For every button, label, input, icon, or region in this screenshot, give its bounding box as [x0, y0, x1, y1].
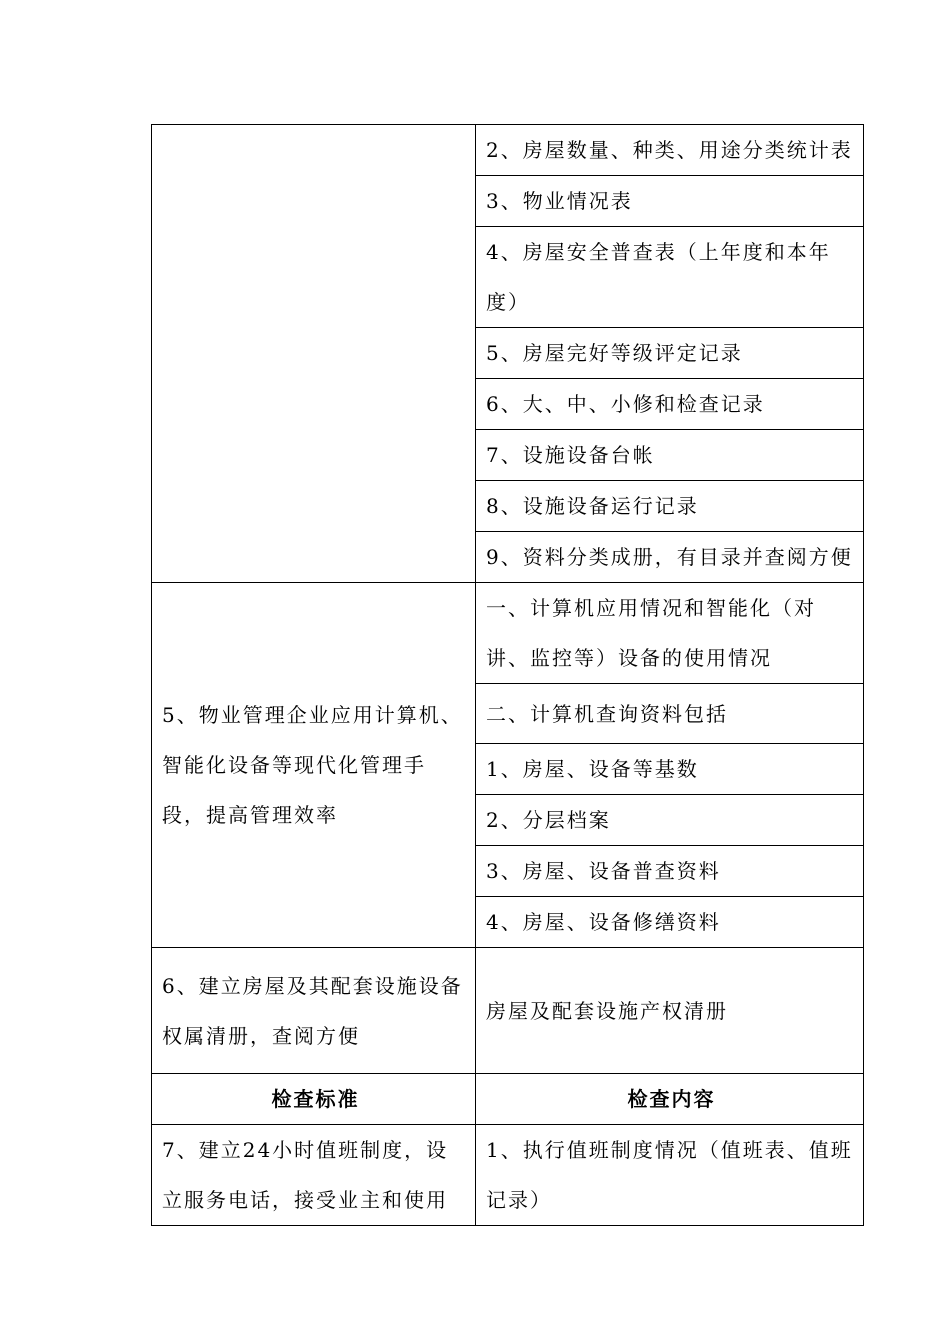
- content-cell: 4、房屋、设备修缮资料: [476, 897, 864, 948]
- content-cell: 4、房屋安全普查表（上年度和本年度）: [476, 227, 864, 328]
- content-cell: 2、分层档案: [476, 795, 864, 846]
- standard-cell-group-b: 5、物业管理企业应用计算机、智能化设备等现代化管理手段，提高管理效率: [152, 583, 476, 948]
- table-row: [152, 948, 864, 1074]
- table-row: [152, 125, 864, 176]
- inspection-table: [151, 124, 864, 1226]
- content-cell: 1、房屋、设备等基数: [476, 744, 864, 795]
- content-cell: 3、房屋、设备普查资料: [476, 846, 864, 897]
- content-cell: 9、资料分类成册，有目录并查阅方便: [476, 532, 864, 583]
- content-cell: 一、计算机应用情况和智能化（对讲、监控等）设备的使用情况: [476, 583, 864, 684]
- header-standard: 检查标准: [152, 1074, 476, 1125]
- content-cell: 1、执行值班制度情况（值班表、值班记录）: [476, 1125, 864, 1226]
- standard-cell-group-c: 6、建立房屋及其配套设施设备权属清册，查阅方便: [152, 948, 476, 1074]
- content-cell: 8、设施设备运行记录: [476, 481, 864, 532]
- content-cell: 7、设施设备台帐: [476, 430, 864, 481]
- content-cell: 2、房屋数量、种类、用途分类统计表: [476, 125, 864, 176]
- standard-cell-group-d: 7、建立24小时值班制度，设立服务电话，接受业主和使用: [152, 1125, 476, 1226]
- content-cell: 5、房屋完好等级评定记录: [476, 328, 864, 379]
- content-cell: 房屋及配套设施产权清册: [476, 948, 864, 1074]
- table-header-row: [152, 1074, 864, 1125]
- header-content: 检查内容: [476, 1074, 864, 1125]
- content-cell: 6、大、中、小修和检查记录: [476, 379, 864, 430]
- table-row: [152, 1125, 864, 1226]
- table-row: [152, 583, 864, 684]
- content-cell: 二、计算机查询资料包括: [476, 684, 864, 744]
- content-cell: 3、物业情况表: [476, 176, 864, 227]
- standard-cell-group-a: [152, 125, 476, 583]
